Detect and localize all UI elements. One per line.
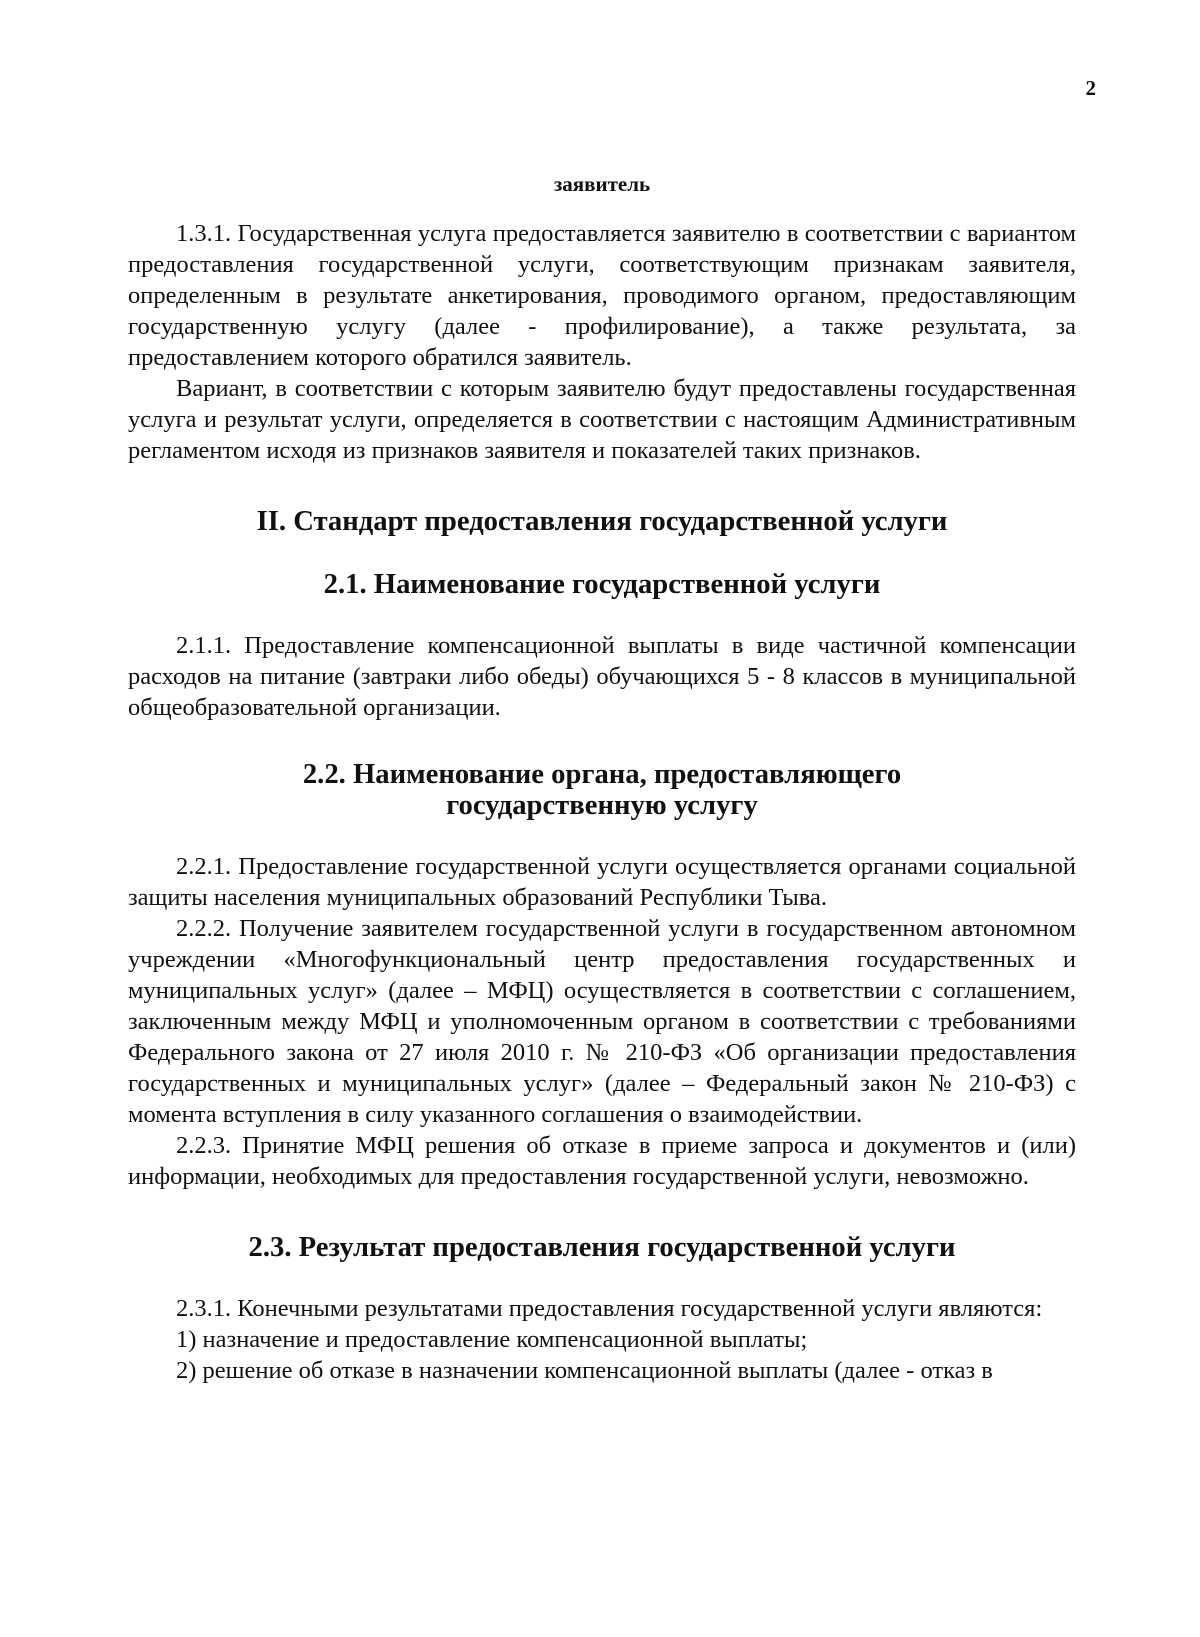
paragraph-2-2-1: 2.2.1. Предоставление государственной услуги осуществляется органами социальной защиты населения муниципальных образований Республики Тыва. [128,853,1076,911]
section-heading-2-2-line1: 2.2. Наименование органа, предоставляющего [302,758,902,790]
section-heading-applicant: заявитель [553,172,651,196]
paragraph-2-3-1: 2.3.1. Конечными результатами предоставления государственной услуги являются: [176,1295,1043,1322]
paragraph-1-3-1: 1.3.1. Государственная услуга предоставляется заявителю в соответствии с вариантом предоставления государственной услуги, соответствующим признакам заявителя, определенным в результате анкетирования, проводимого органом, предоставляющим государственную услугу (далее - профилирование), а также результата, за предоставлением которого обратился заявитель. [128,220,1076,371]
section-heading-2-1: 2.1. Наименование государственной услуги [323,568,881,600]
section-heading-2-2-line2: государственную услугу [446,789,758,821]
list-item-1: 1) назначение и предоставление компенсационной выплаты; [176,1326,808,1353]
section-heading-standard: II. Стандарт предоставления государственной услуги [256,505,948,537]
list-item-2: 2) решение об отказе в назначении компенсационной выплаты (далее - отказ в [176,1357,993,1384]
paragraph-2-2-3: 2.2.3. Принятие МФЦ решения об отказе в приеме запроса и документов и (или) информации, необходимых для предоставления государственной услуги, невозможно. [128,1132,1076,1190]
document-body [128,172,1076,1386]
page-number: 2 [1085,76,1096,100]
paragraph-variant: Вариант, в соответствии с которым заявителю будут предоставлены государственная услуга и результат услуги, определяется в соответствии с настоящим Административным регламентом исходя из признаков заявителя и показателей таких признаков. [128,375,1076,464]
section-heading-2-2 [128,759,1076,821]
paragraph-2-2-2: 2.2.2. Получение заявителем государственной услуги в государственном автономном учреждении «Многофункциональный центр предоставления государственных и муниципальных услуг» (далее – МФЦ) осуществляется в соответствии с соглашением, заключенным между МФЦ и уполномоченным органом в соответствии с требованиями Федерального закона от 27 июля 2010 г. № 210-ФЗ «Об организации предоставления государственных и муниципальных услуг» (далее – Федеральный закон № 210-ФЗ) с момента вступления в силу указанного соглашения о взаимодействии. [128,915,1076,1128]
paragraph-2-1-1: 2.1.1. Предоставление компенсационной выплаты в виде частичной компенсации расходов на питание (завтраки либо обеды) обучающихся 5 - 8 классов в муниципальной общеобразовательной организации. [128,632,1076,721]
section-heading-2-3: 2.3. Результат предоставления государственной услуги [248,1231,956,1263]
